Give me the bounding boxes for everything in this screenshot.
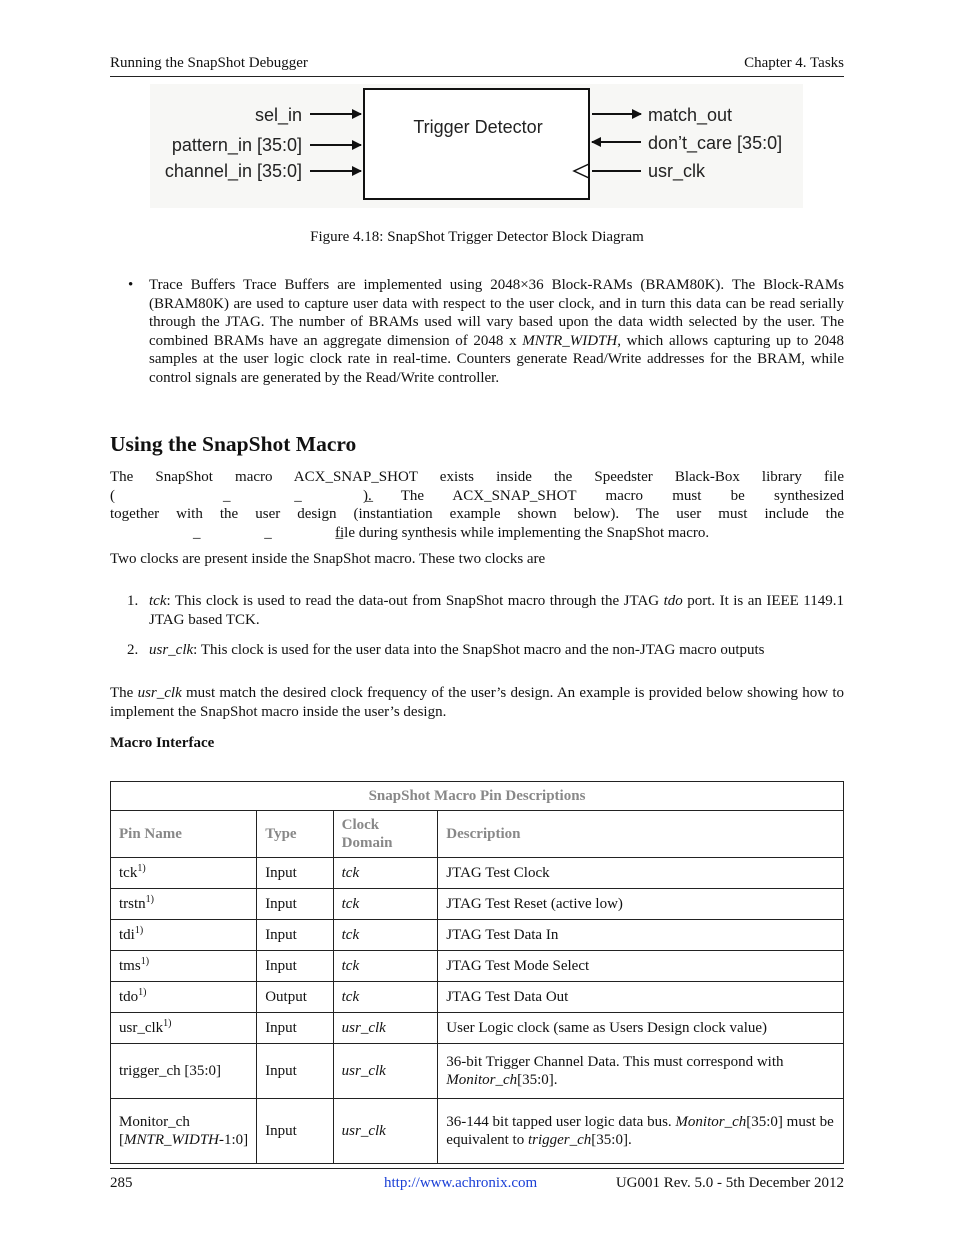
document-page xyxy=(110,0,844,1235)
table-row xyxy=(111,1099,844,1164)
table-row xyxy=(111,889,844,920)
intro-line-1: The SnapShot macro ACX_SNAP_SHOT exists inside the Speedster Black-Box library file xyxy=(110,469,844,485)
block-label: Trigger Detector xyxy=(413,117,543,137)
pin-cell: tms$^{1)}$ xyxy=(111,951,257,982)
pin-cell: tck$^{1)}$ xyxy=(111,858,257,889)
trace-buffers-bullet xyxy=(130,276,844,388)
desc-cell: 36-bit Trigger Channel Data. This must correspond with Monitor_ch[35:0]. xyxy=(438,1044,844,1099)
clock-list xyxy=(110,592,844,660)
type-cell: Input xyxy=(257,1013,333,1044)
header-type: Type xyxy=(257,811,333,858)
intro-line-2: ( _ _ _ ). The ACX_SNAP_SHOT macro must be synthesized xyxy=(110,487,844,504)
pin-description-table xyxy=(110,781,844,1164)
desc-cell: JTAG Test Clock xyxy=(438,858,844,889)
usr-clk-paragraph: The usr_clk must match the desired clock frequency of the user’s design. An example is provided below showing how to implement the SnapShot macro inside the user’s design. xyxy=(110,685,845,720)
section-heading: Using the SnapShot Macro xyxy=(110,432,357,456)
type-cell: Input xyxy=(257,858,333,889)
desc-cell: JTAG Test Mode Select xyxy=(438,951,844,982)
running-header xyxy=(110,54,844,77)
clock-item-tck: 1. tck: This clock is used to read the data-out from SnapShot macro through the JTAG tdo port. It is an IEEE 1149.1 JTAG based TCK. xyxy=(127,593,845,628)
trigger-detector-figure xyxy=(150,84,803,208)
website-link[interactable]: http://www.achronix.com xyxy=(384,1175,538,1191)
header-description: Description xyxy=(438,811,844,858)
intro-line-4: _ _ _ file during synthesis while implementing the SnapShot macro. xyxy=(193,524,710,541)
figure-caption: Figure 4.18: SnapShot Trigger Detector Block Diagram xyxy=(310,229,644,245)
input-pattern-in: pattern_in [35:0] xyxy=(171,135,302,155)
type-cell: Input xyxy=(257,951,333,982)
pin-cell: trstn$^{1)}$ xyxy=(111,889,257,920)
pin-cell: trigger_ch [35:0] xyxy=(111,1044,257,1099)
desc-cell: User Logic clock (same as Users Design clock value) xyxy=(438,1013,844,1044)
header-pin-name: Pin Name xyxy=(111,811,257,858)
table-row xyxy=(111,920,844,951)
intro-paragraph xyxy=(110,468,844,542)
type-cell: Input xyxy=(257,889,333,920)
clocks-intro: Two clocks are present inside the SnapShot macro. These two clocks are xyxy=(110,551,546,567)
clock-cell: usr_clk xyxy=(333,1099,438,1164)
page-number: 285 xyxy=(110,1175,133,1191)
table-row xyxy=(111,858,844,889)
clock-cell: usr_clk xyxy=(333,1044,438,1099)
output-match-out: match_out xyxy=(648,105,733,125)
desc-cell: JTAG Test Reset (active low) xyxy=(438,889,844,920)
header-chapter: Chapter 4. Tasks xyxy=(744,55,844,71)
desc-cell: 36-144 bit tapped user logic data bus. Monitor_ch[35:0] must be equivalent to trigger_ch[35:0]. xyxy=(438,1099,844,1164)
input-channel-in: channel_in [35:0] xyxy=(164,161,302,181)
table-caption: SnapShot Macro Pin Descriptions xyxy=(111,782,844,811)
clock-cell: tck xyxy=(333,982,438,1013)
clock-cell: usr_clk xyxy=(333,1013,438,1044)
input-dont-care: don’t_care [35:0] xyxy=(648,133,783,153)
bullet-text: Trace Buffers Trace Buffers are implemented using 2048×36 Block-RAMs (BRAM80K). The Block-RAMs (BRAM80K) are used to capture user data with respect to the user clock, and in turn this data can be read serially through the JTAG. The number of BRAMs used will vary based upon the data width selected by the user. The combined BRAMs have an aggregate dimension of 2048 x MNTR_WIDTH, which allows capturing up to 2048 samples at the user logic clock rate in real-time. Counters generate Read/Write addresses for the BRAM, while control signals are generated by the Read/Write controller. xyxy=(149,277,844,386)
pin-cell: usr_clk$^{1)}$ xyxy=(111,1013,257,1044)
type-cell: Input xyxy=(257,920,333,951)
table-row xyxy=(111,1013,844,1044)
clock-cell: tck xyxy=(333,889,438,920)
document-revision: UG001 Rev. 5.0 - 5th December 2012 xyxy=(615,1175,844,1191)
table-row xyxy=(111,951,844,982)
clock-cell: tck xyxy=(333,858,438,889)
macro-interface-heading: Macro Interface xyxy=(110,735,215,751)
trigger-detector-block xyxy=(364,89,589,199)
desc-cell: JTAG Test Data Out xyxy=(438,982,844,1013)
type-cell: Input xyxy=(257,1044,333,1099)
pin-cell: tdo$^{1)}$ xyxy=(111,982,257,1013)
header-clock-domain: Clock Domain xyxy=(333,811,438,858)
table-row xyxy=(111,1044,844,1099)
clock-cell: tck xyxy=(333,920,438,951)
input-usr-clk: usr_clk xyxy=(648,161,706,181)
bullet-symbol: • xyxy=(128,277,134,293)
clock-cell: tck xyxy=(333,951,438,982)
pin-cell: Monitor_ch [MNTR_WIDTH-1:0] xyxy=(111,1099,257,1164)
desc-cell: JTAG Test Data In xyxy=(438,920,844,951)
table-row xyxy=(111,982,844,1013)
header-section-title: Running the SnapShot Debugger xyxy=(110,55,308,71)
page-footer xyxy=(110,1168,844,1199)
type-cell: Output xyxy=(257,982,333,1013)
intro-line-3: together with the user design (instantiation example shown below). The user must include the xyxy=(110,506,844,523)
type-cell: Input xyxy=(257,1099,333,1164)
block-diagram xyxy=(150,84,803,208)
pin-cell: tdi$^{1)}$ xyxy=(111,920,257,951)
clock-item-usr-clk: 2. usr_clk: This clock is used for the user data into the SnapShot macro and the non-JTAG macro outputs xyxy=(127,642,765,659)
input-sel-in: sel_in xyxy=(254,105,302,125)
